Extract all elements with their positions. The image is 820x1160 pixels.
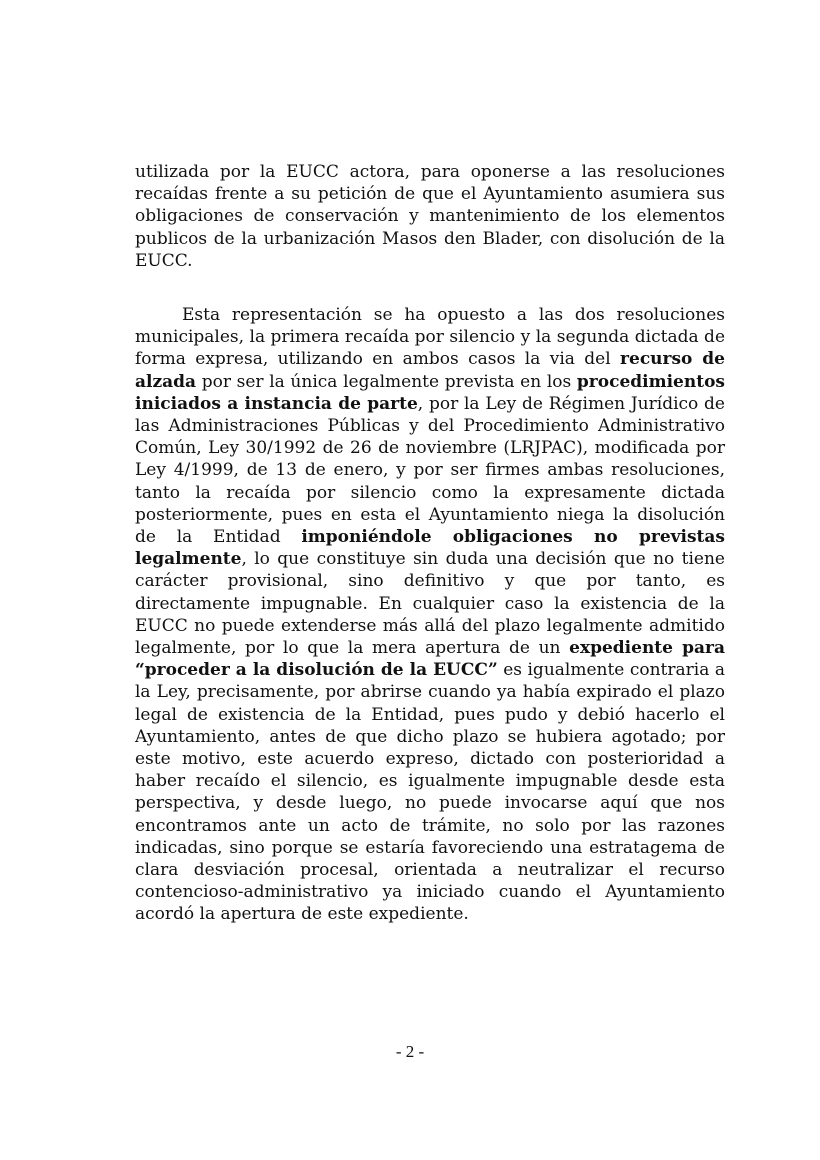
bold-recurso-de-alzada: recurso de alzada [135, 349, 725, 392]
paragraph-1-text: utilizada por la EUCC actora, para oponerse a las resoluciones recaídas frente a su petición de que el Ayuntamiento asumiera sus obligaciones de conservación y mantenimiento de los elementos publicos de la urbanización Masos den Blader, con disolución de la EUCC. [135, 162, 725, 271]
bold-expediente-disolucion: expediente para “proceder a la disolución de la EUCC” [135, 638, 726, 681]
paragraph-2-segment: es igualmente contraria a la Ley, precisamente, por abrirse cuando ya había expirado el plazo legal de existencia de la Entidad, pues pudo y debió hacerlo el Ayuntamiento, antes de que dicho plazo se hubiera agotado; por este motivo, este acuerdo expreso, dictado con posterioridad a haber recaído el silencio, es igualmente impugnable desde esta perspectiva, y desde luego, no puede invocarse aquí que nos encontramos ante un acto de trámite, no solo por las razones indicadas, sino porque se estaría favoreciendo una estratagema de clara desviación procesal, orientada a neutralizar el recurso contencioso-administrativo ya iniciado cuando el Ayuntamiento acordó la apertura de este expediente. [135, 660, 725, 925]
paragraph-2 [135, 304, 725, 926]
bold-imponiendole-obligaciones: imponiéndole obligaciones no previstas legalmente [135, 527, 725, 570]
paragraph-1 [135, 161, 725, 272]
paragraph-2-segment: Esta representación se ha opuesto a las dos resoluciones municipales, la primera recaída por silencio y la segunda dictada de forma expresa, utilizando en ambos casos la via del [135, 305, 725, 370]
paragraph-2-text [135, 304, 725, 926]
paragraph-2-segment: , por la Ley de Régimen Jurídico de las Administraciones Públicas y del Procedimiento Administrativo Común, Ley 30/1992 de 26 de noviembre (LRJPAC), modificada por Ley 4/1999, de 13 de enero, y por ser firmes ambas resoluciones, tanto la recaída por silencio como la expresamente dictada posteriormente, pues en esta el Ayuntamiento niega la disolución de la Entidad [135, 393, 725, 548]
paragraph-2-segment: por ser la única legalmente prevista en los [196, 371, 577, 392]
bold-procedimientos-iniciados: procedimientos iniciados a instancia de parte [135, 371, 725, 414]
paragraph-2-segment: , lo que constituye sin duda una decisión que no tiene carácter provisional, sino definitivo y que por tanto, es directamente impugnable. En cualquier caso la existencia de la EUCC no puede extenderse más allá del plazo legalmente admitido legalmente, por lo que la mera apertura de un [135, 549, 725, 659]
page-number: - 2 - [395, 1042, 425, 1061]
